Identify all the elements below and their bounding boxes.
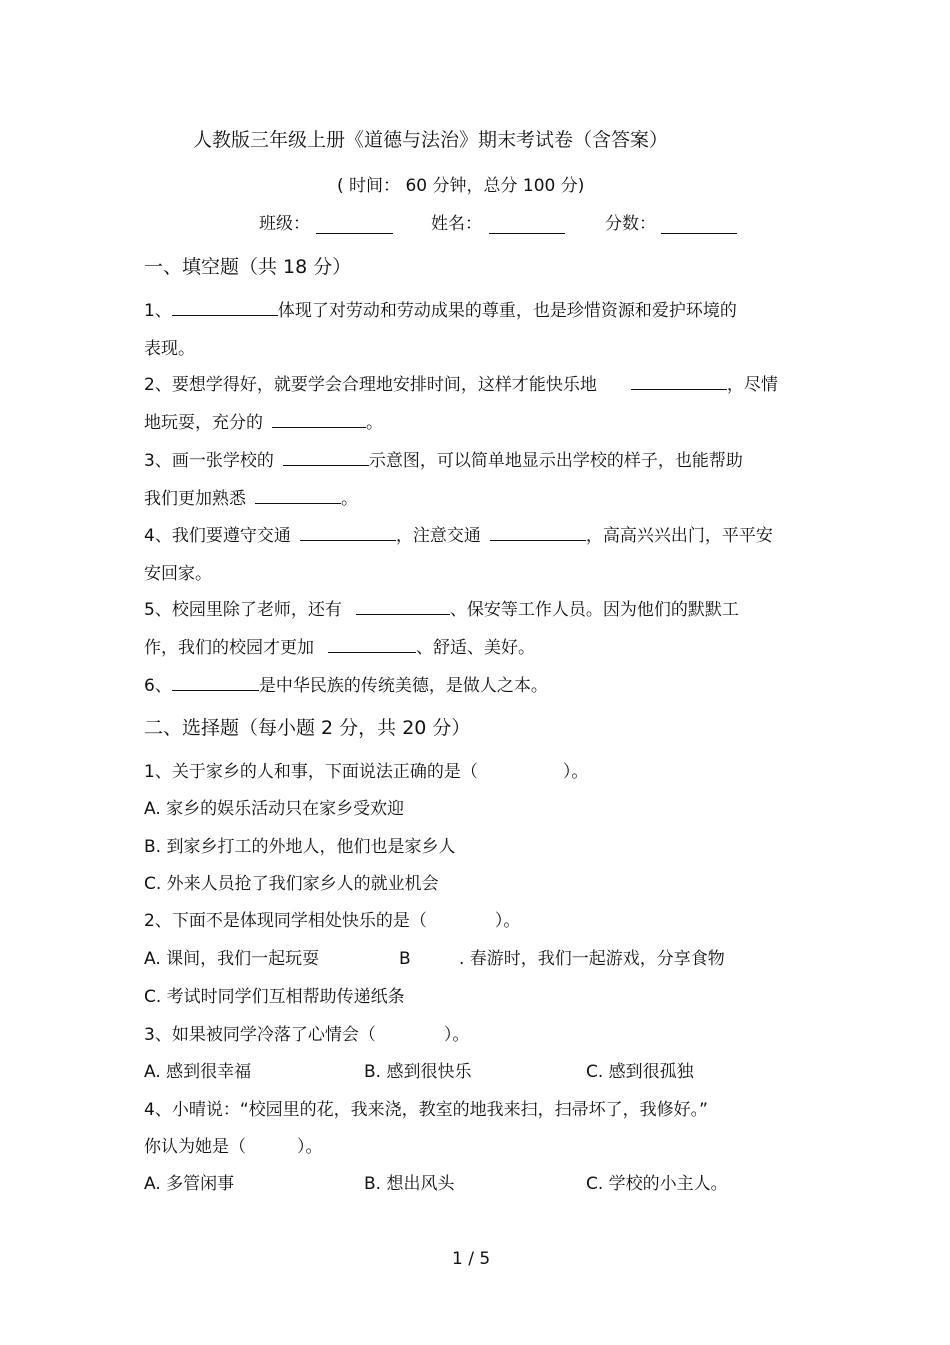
choice-q4-option-b: B. 想出风头 <box>364 1174 455 1194</box>
fill-question-1: 1、 体现了对劳动和劳动成果的尊重，也是珍惜资源和爱护环境的 <box>144 301 737 321</box>
choice-q3-option-a: A. 感到很幸福 <box>144 1062 252 1082</box>
name-label: 姓名： <box>431 214 482 234</box>
choice-q1-option-c: C. 外来人员抢了我们家乡人的就业机会 <box>144 874 439 894</box>
fill-question-1-cont: 表现。 <box>144 339 195 359</box>
name-blank <box>489 233 565 234</box>
choice-question-3: 3、如果被同学冷落了心情会（ ）。 <box>144 1025 470 1045</box>
fill-question-3: 3、画一张学校的 示意图，可以简单地显示出学校的样子，也能帮助 <box>144 451 743 471</box>
score-blank <box>661 233 737 234</box>
fill-question-3-cont: 我们更加熟悉 。 <box>144 489 358 509</box>
score-label: 分数： <box>605 214 656 234</box>
choice-q2-option-b: . 春游时，我们一起游戏，分享食物 <box>459 949 725 969</box>
choice-question-1: 1、关于家乡的人和事，下面说法正确的是（ ）。 <box>144 762 589 782</box>
choice-q1-option-b: B. 到家乡打工的外地人，他们也是家乡人 <box>144 837 456 857</box>
class-blank <box>316 233 393 234</box>
blank <box>300 526 396 541</box>
blank <box>490 526 586 541</box>
choice-q1-option-a: A. 家乡的娱乐活动只在家乡受欢迎 <box>144 799 405 819</box>
fill-question-2: 2、要想学得好，就要学会合理地安排时间，这样才能快乐地 ，尽情 <box>144 375 778 395</box>
choice-q3-option-c: C. 感到很孤独 <box>586 1062 694 1082</box>
blank <box>272 413 366 428</box>
blank <box>172 301 278 316</box>
fill-question-6: 6、 是中华民族的传统美德，是做人之本。 <box>144 676 548 696</box>
fill-question-5: 5、校园里除了老师，还有 、保安等工作人员。因为他们的默默工 <box>144 600 739 620</box>
blank <box>172 676 259 691</box>
class-label: 班级： <box>259 214 310 234</box>
section1-heading: 一、填空题（共 18 分） <box>144 256 352 278</box>
exam-time-info: ( 时间： 60 分钟，总分 100 分) <box>337 176 585 196</box>
page-title: 人教版三年级上册《道德与法治》期末考试卷（含答案） <box>193 129 669 151</box>
blank <box>328 638 416 653</box>
blank <box>631 375 727 390</box>
choice-q2-option-c: C. 考试时同学们互相帮助传递纸条 <box>144 987 405 1007</box>
fill-question-2-cont: 地玩耍，充分的 。 <box>144 413 383 433</box>
fill-question-4-cont: 安回家。 <box>144 564 212 584</box>
blank <box>283 451 369 466</box>
section2-heading: 二、选择题（每小题 2 分，共 20 分） <box>144 717 471 739</box>
choice-q4-option-c: C. 学校的小主人。 <box>586 1174 728 1194</box>
choice-question-4: 4、小晴说：“校园里的花，我来浇，教室的地我来扫，扫帚坏了，我修好。” <box>144 1100 708 1120</box>
fill-question-4: 4、我们要遵守交通 ，注意交通 ，高高兴兴出门，平平安 <box>144 526 773 546</box>
page-number: 1 / 5 <box>452 1249 491 1269</box>
fill-question-5-cont: 作，我们的校园才更加 、舒适、美好。 <box>144 638 535 658</box>
choice-question-2: 2、下面不是体现同学相处快乐的是（ ）。 <box>144 911 521 931</box>
choice-q3-option-b: B. 感到很快乐 <box>364 1062 472 1082</box>
blank <box>356 600 450 615</box>
choice-q2-option-a: A. 课间，我们一起玩耍 <box>144 949 320 969</box>
choice-question-4-cont: 你认为她是（ ）。 <box>144 1137 323 1157</box>
choice-q2-option-b-letter: B <box>399 949 411 969</box>
blank <box>255 489 341 504</box>
choice-q4-option-a: A. 多管闲事 <box>144 1174 235 1194</box>
